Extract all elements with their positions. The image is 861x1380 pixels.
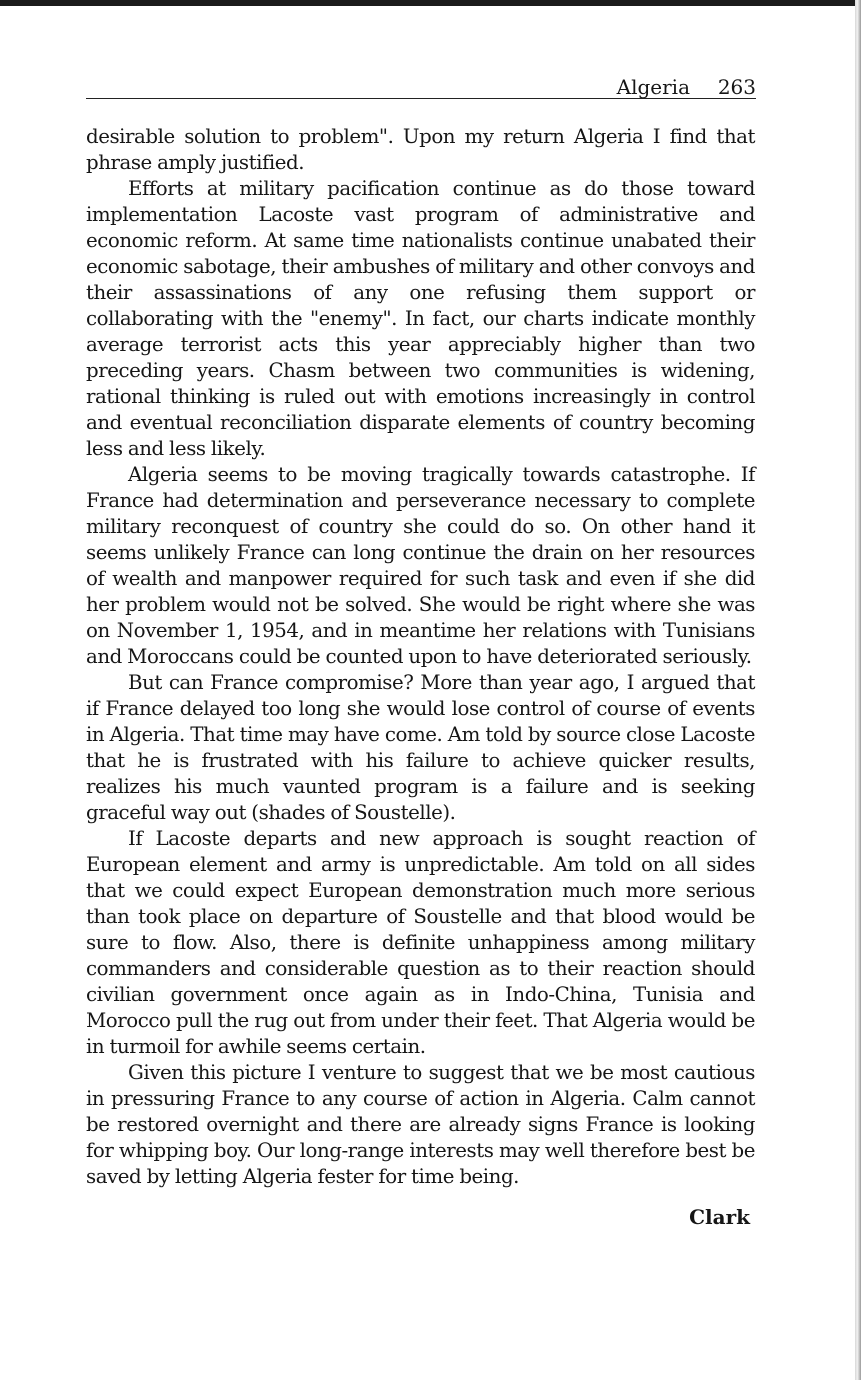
paragraph-pacification: Efforts at military pacification continue as do those toward implementation Lacoste vast program of administrative and economic reform. At same time nationalists continue unabated their economic sabotage, their ambushes of military and other convoys and their assassinations of any one refusing them support or collaborating with the "enemy". In fact, our charts indicate monthly average terrorist acts this year appreciably higher than two preceding years. Chasm between two communities is widening, rational thinking is ruled out with emotions increasingly in control and eventual reconciliation disparate elements of country becoming less and less likely. <box>86 177 755 460</box>
page-number: 263 <box>717 75 756 99</box>
paragraph-compromise: But can France compromise? More than year ago, I argued that if France delayed too long she would lose control of course of events in Algeria. That time may have come. Am told by source close Lacoste that he is frustrated with his failure to achieve quicker results, realizes his much vaunted program is a failure and is seeking graceful way out (shades of Soustelle). <box>86 671 755 824</box>
running-head <box>86 76 756 99</box>
body-text <box>86 124 755 1190</box>
running-head-title: Algeria <box>616 75 690 99</box>
signature: Clark <box>689 1205 750 1229</box>
page-top-edge <box>0 0 861 6</box>
paragraph-lacoste-departure: If Lacoste departs and new approach is sought reaction of European element and army is unpredictable. Am told on all sides that we could expect European demonstration much more serious than took place on departure of Soustelle and that blood would be sure to flow. Also, there is definite unhappiness among military commanders and considerable question as to their reaction should civilian government once again as in Indo-China, Tunisia and Morocco pull the rug out from under their feet. That Algeria would be in turmoil for awhile seems certain. <box>86 827 755 1058</box>
paragraph-catastrophe: Algeria seems to be moving tragically towards catastrophe. If France had determination and perseverance necessary to complete military reconquest of country she could do so. On other hand it seems unlikely France can long continue the drain on her resources of wealth and manpower required for such task and even if she did her problem would not be solved. She would be right where she was on November 1, 1954, and in meantime her relations with Tunisians and Moroccans could be counted upon to have deteriorated seriously. <box>86 463 755 668</box>
paragraph-recommendation: Given this picture I venture to suggest that we be most cautious in pressuring France to any course of action in Algeria. Calm cannot be restored overnight and there are already signs France is looking for whipping boy. Our long-range interests may well therefore best be saved by letting Algeria fester for time being. <box>86 1061 755 1188</box>
page-right-edge <box>855 0 861 1380</box>
paragraph-continued: desirable solution to problem". Upon my return Algeria I find that phrase amply justified. <box>86 125 755 174</box>
